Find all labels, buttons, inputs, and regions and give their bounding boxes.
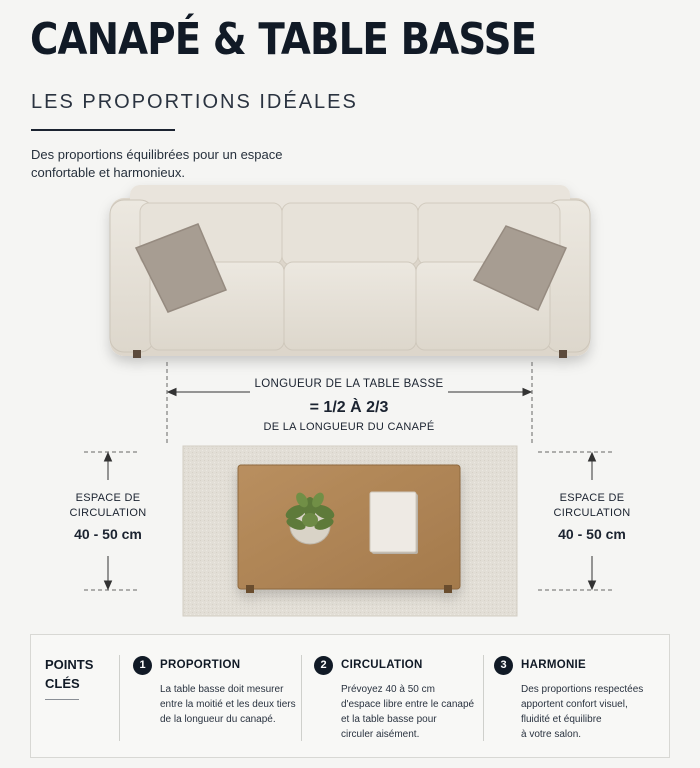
page-subtitle: LES PROPORTIONS IDÉALES — [31, 91, 358, 113]
table-length-reference: DE LA LONGUEUR DU CANAPÉ — [263, 421, 435, 433]
circulation-right-line-2: CIRCULATION — [553, 507, 631, 519]
sofa-seat-cushion-2 — [284, 262, 416, 350]
sofa — [110, 185, 590, 358]
key-point-body-1: La table basse doit mesurer entre la moitié et les deux tiers de la longueur du canapé. — [160, 684, 296, 725]
key-point-proportion — [133, 655, 303, 727]
key-point-title-2: CIRCULATION — [341, 659, 423, 671]
key-point-circulation — [314, 655, 484, 742]
intro-line-1: Des proportions équilibrées pour un espace — [31, 147, 283, 162]
key-points-title-line-2: CLÉS — [45, 676, 80, 691]
coffee-table — [238, 465, 460, 593]
table-length-ratio: = 1/2 À 2/3 — [309, 399, 389, 416]
key-point-title-3: HARMONIE — [521, 659, 587, 671]
table-length-label: LONGUEUR DE LA TABLE BASSE — [254, 378, 444, 390]
key-points-title-line-1: POINTS — [45, 657, 94, 672]
number-badge-3: 3 — [494, 656, 513, 675]
panel-separator-3 — [483, 655, 484, 741]
circulation-left-value: 40 - 50 cm — [74, 526, 142, 542]
circulation-right-line-1: ESPACE DE — [559, 492, 625, 504]
sofa-foot-right — [559, 350, 567, 358]
circulation-right-value: 40 - 50 cm — [558, 526, 626, 542]
table-top — [238, 465, 460, 589]
panel-separator-1 — [119, 655, 120, 741]
circulation-left-line-2: CIRCULATION — [69, 507, 147, 519]
key-point-title-1: PROPORTION — [160, 659, 241, 671]
sofa-back-cushion-2 — [282, 203, 418, 265]
number-badge-1: 1 — [133, 656, 152, 675]
panel-separator-2 — [301, 655, 302, 741]
key-point-harmonie — [494, 655, 664, 742]
key-points-title — [45, 655, 115, 693]
number-badge-2: 2 — [314, 656, 333, 675]
key-points-title-rule — [45, 699, 79, 700]
key-points-panel — [30, 634, 670, 758]
intro-line-2: confortable et harmonieux. — [31, 165, 185, 180]
book — [370, 492, 418, 554]
key-point-body-2: Prévoyez 40 à 50 cm d'espace libre entre le canapé et la table basse pour circuler aisément. — [341, 684, 475, 740]
key-point-body-3: Des proportions respectées apportent confort visuel, fluidité et équilibre à votre salon. — [521, 684, 644, 740]
circulation-left-line-1: ESPACE DE — [75, 492, 141, 504]
sofa-foot-left — [133, 350, 141, 358]
page-title: CANAPÉ & TABLE BASSE — [30, 14, 537, 65]
